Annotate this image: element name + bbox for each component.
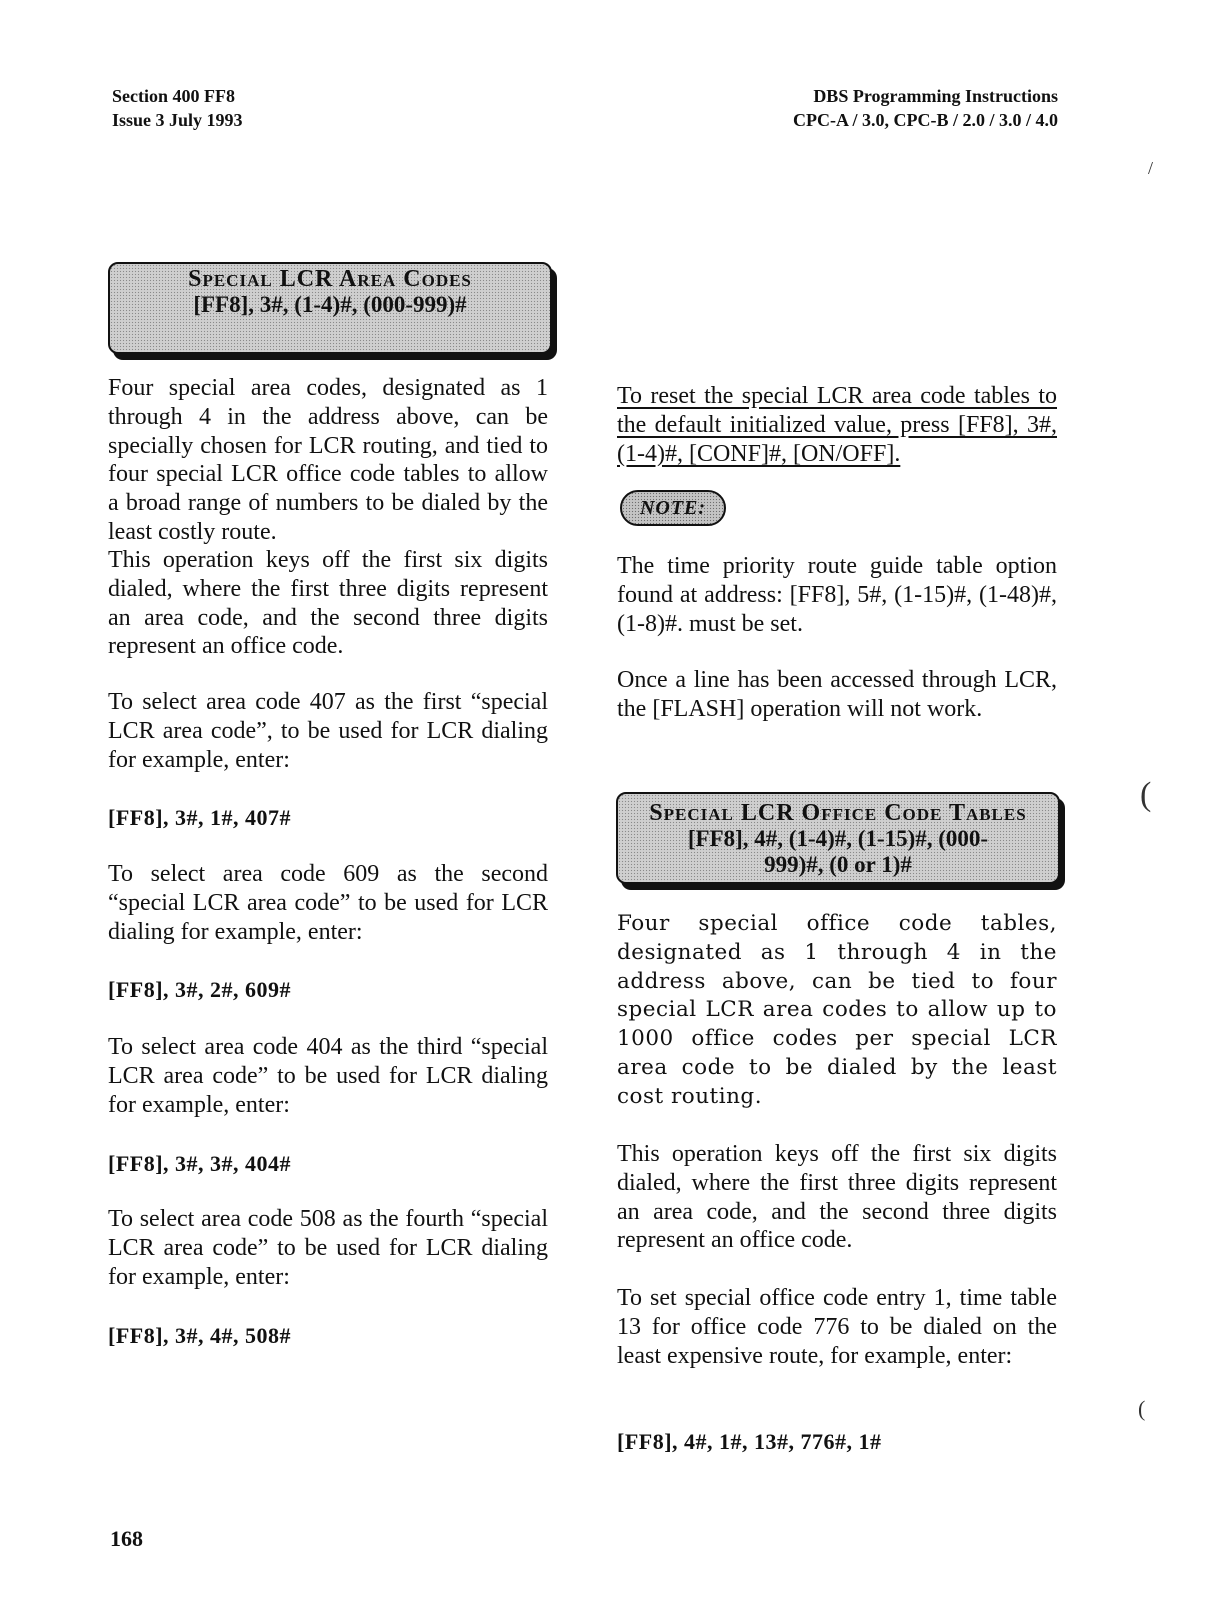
section-title: Special LCR Area Codes	[188, 266, 472, 292]
example-text-4: To select area code 508 as the fourth “special LCR area code” to be used for LCR dialing for example, enter:	[108, 1206, 548, 1290]
example-command-3: [FF8], 3#, 3#, 404#	[108, 1151, 292, 1176]
office-tables-operation: This operation keys off the first six digits dialed, where the first three digits represent an area code, and the second three digits represent an office code.	[617, 1141, 1057, 1254]
section-address-line2: 999)#, (0 or 1)#	[764, 852, 912, 877]
example-text-1: To select area code 407 as the first “special LCR area code”, to be used for LCR dialing for example, enter:	[108, 689, 548, 773]
flash-warning: Once a line has been accessed through LCR, the [FLASH] operation will not work.	[617, 667, 1057, 722]
office-tables-intro: Four special office code tables, designated as 1 through 4 in the address above, can be tied to four special LCR area codes to allow up to 1000 office codes per special LCR area code to be dialed by the least cost routing.	[617, 911, 1057, 1109]
scan-mark: /	[1148, 158, 1154, 178]
reset-instruction: To reset the special LCR area code tables to the default initialized value, press [FF8], 3#, (1-4)#, [CONF]#, [ON/OFF].	[617, 383, 1057, 467]
example-command-1: [FF8], 3#, 1#, 407#	[108, 805, 292, 830]
section-label: Section 400 FF8	[112, 86, 235, 106]
note-text: The time priority route guide table option found at address: [FF8], 5#, (1-15)#, (1-48)#, (1-8)#. must be set.	[617, 553, 1057, 637]
example-text-2: To select area code 609 as the second “special LCR area code” to be used for LCR dialing for example, enter:	[108, 861, 548, 945]
document-title: DBS Programming Instructions	[813, 86, 1058, 106]
section-address-line1: [FF8], 4#, (1-4)#, (1-15)#, (000-	[687, 826, 989, 851]
section-title: Special LCR Office Code Tables	[649, 800, 1027, 826]
section-address: [FF8], 3#, (1-4)#, (000-999)#	[193, 292, 467, 317]
office-tables-example-command: [FF8], 4#, 1#, 13#, 776#, 1#	[617, 1429, 882, 1454]
example-command-4: [FF8], 3#, 4#, 508#	[108, 1323, 292, 1348]
example-text-3: To select area code 404 as the third “special LCR area code” to be used for LCR dialing for example, enter:	[108, 1034, 548, 1118]
version-info: CPC-A / 3.0, CPC-B / 2.0 / 3.0 / 4.0	[793, 110, 1058, 130]
issue-date: Issue 3 July 1993	[112, 110, 243, 130]
note-badge: NOTE:	[620, 490, 726, 526]
area-codes-intro: Four special area codes, designated as 1 through 4 in the address above, can be specially chosen for LCR routing, and tied to four special LCR office code tables to allow a broad range of numbers to be dialed by the least costly route.	[108, 375, 548, 545]
header-right	[640, 84, 1058, 132]
section-title-box-area-codes	[108, 262, 552, 354]
scan-mark: (	[1140, 776, 1152, 813]
page-number: 168	[110, 1526, 143, 1551]
scan-mark: (	[1138, 1396, 1146, 1421]
area-codes-operation: This operation keys off the first six digits dialed, where the first three digits represent an area code, and the second three digits represent an office code.	[108, 547, 548, 660]
section-title-box-office-code-tables	[616, 792, 1060, 884]
header-left	[112, 84, 243, 132]
example-command-2: [FF8], 3#, 2#, 609#	[108, 977, 292, 1002]
office-tables-example-text: To set special office code entry 1, time table 13 for office code 776 to be dialed on the least expensive route, for example, enter:	[617, 1285, 1057, 1369]
